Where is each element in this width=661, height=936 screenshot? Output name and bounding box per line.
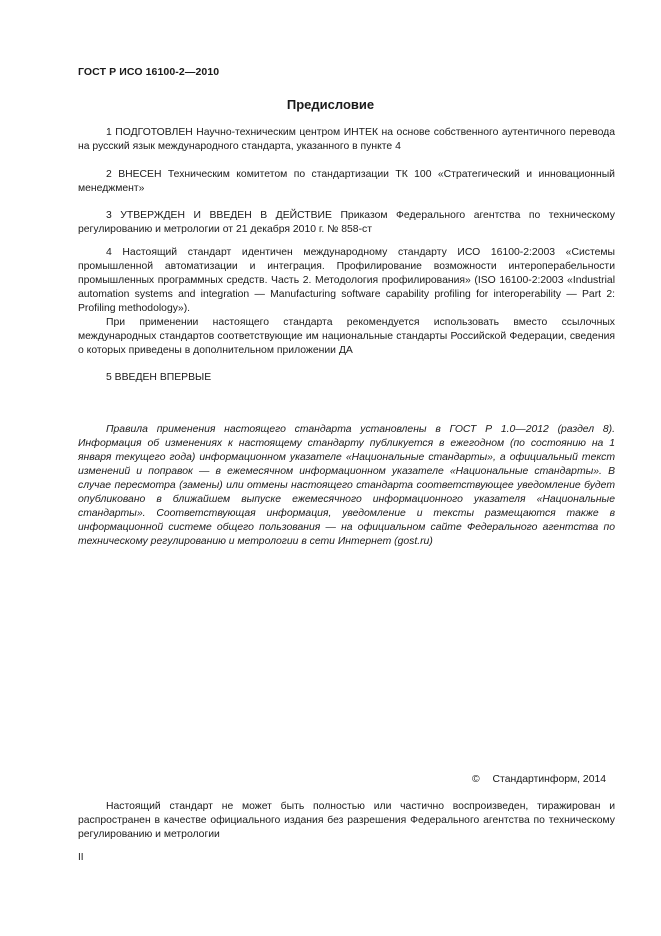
copyright-symbol: © <box>472 774 480 785</box>
document-code: ГОСТ Р ИСО 16100-2—2010 <box>78 66 220 78</box>
item-5-introduced: 5 ВВЕДЕН ВПЕРВЫЕ <box>106 372 212 383</box>
copyright-holder: Стандартинформ, 2014 <box>492 774 607 785</box>
item-4-application-note: При применении настоящего стандарта рекомендуется использовать вместо ссылочных международных стандартов соответствующие им национальные стандарты Российской Федерации, сведения о которых приведены в дополнительном приложении ДА <box>78 317 615 356</box>
page-number: II <box>78 852 84 863</box>
item-2-submitted: 2 ВНЕСЕН Техническим комитетом по стандартизации ТК 100 «Стратегический и инновационный менеджмент» <box>78 169 615 194</box>
item-4-identity: 4 Настоящий стандарт идентичен международному стандарту ИСО 16100-2:2003 «Системы промышленной автоматизации и интеграция. Профилирование возможности интероперабельности промышленных программных средств. Часть 2. Методология профилирования» (ISO 16100-2:2003 «Industrial automation systems and integration — Manufacturing software capability profiling for interoperability — Part 2: Profiling methodology»). <box>78 247 615 314</box>
item-1-prepared: 1 ПОДГОТОВЛЕН Научно-техническим центром ИНТЕК на основе собственного аутентичного перевода на русский язык международного стандарта, указанного в пункте 4 <box>78 127 615 152</box>
copyright-line <box>472 774 606 785</box>
reproduction-notice: Настоящий стандарт не может быть полностью или частично воспроизведен, тиражирован и распространен в качестве официального издания без разрешения Федерального агентства по техническому регулированию и метрологии <box>78 801 615 840</box>
page-title: Предисловие <box>286 97 375 112</box>
item-3-approved: 3 УТВЕРЖДЕН И ВВЕДЕН В ДЕЙСТВИЕ Приказом Федерального агентства по техническому регулированию и метрологии от 21 декабря 2010 г. № 858-ст <box>78 210 615 235</box>
rules-notice: Правила применения настоящего стандарта установлены в ГОСТ Р 1.0—2012 (раздел 8). Информация об изменениях к настоящему стандарту публикуется в ежегодном (по состоянию на 1 января текущего года) информационном указателе «Национальные стандарты», а официальный текст изменений и поправок — в ежемесячном информационном указателе «Национальные стандарты». В случае пересмотра (замены) или отмены настоящего стандарта соответствующее уведомление будет опубликовано в ближайшем выпуске ежемесячного информационного указателя «Национальные стандарты». Соответствующая информация, уведомление и тексты размещаются также в информационной системе общего пользования — на официальном сайте Федерального агентства по техническому регулированию и метрологии в сети Интернет (gost.ru) <box>78 424 615 547</box>
